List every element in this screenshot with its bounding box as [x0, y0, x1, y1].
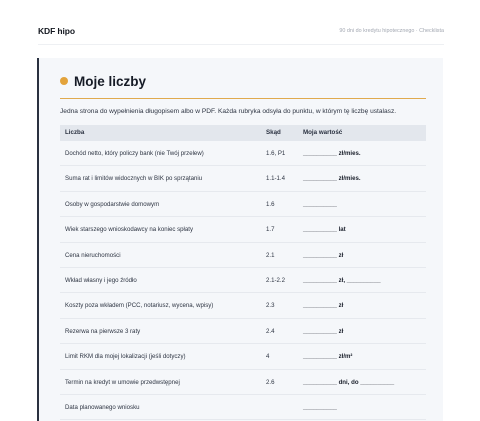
table-header: [60, 125, 426, 141]
row-label: Wiek starszego wnioskodawcy na koniec spłaty: [65, 226, 194, 234]
row-source: 2.3: [266, 302, 275, 310]
table-row: [60, 192, 426, 217]
row-label: Rezerwa na pierwsze 3 raty: [65, 327, 141, 335]
column-header-label: Liczba: [65, 129, 85, 136]
row-source: 2.4: [266, 327, 275, 335]
row-value-field[interactable]: __________ zł/m²: [303, 353, 353, 361]
bullet-dot-icon: [60, 77, 68, 85]
table-row: [60, 243, 426, 268]
row-source: 2.6: [266, 378, 275, 386]
header-divider: [38, 44, 444, 45]
row-label: Data planowanego wniosku: [65, 403, 140, 411]
table-row: [60, 217, 426, 242]
row-value-field[interactable]: __________: [303, 200, 337, 208]
row-source: 2.1-2.2: [266, 276, 285, 284]
row-label: Dochód netto, który policzy bank (nie Twój przelew): [65, 150, 204, 157]
page-header: [38, 26, 444, 44]
row-label: Koszty poza wkładem (PCC, notariusz, wycena, wpisy): [65, 302, 214, 310]
row-value-field[interactable]: __________ zł: [303, 251, 344, 259]
row-source: 1.6: [266, 200, 275, 208]
numbers-card: [37, 58, 443, 421]
row-value-field[interactable]: __________ lat: [303, 226, 346, 234]
row-value-field[interactable]: __________ dni, do __________: [303, 378, 395, 386]
table-body: [60, 141, 426, 420]
breadcrumb: 90 dni do kredytu hipotecznego · Checklista: [339, 28, 444, 34]
section-title: Moje liczby: [74, 73, 147, 89]
row-value-field[interactable]: __________ zł: [303, 302, 344, 310]
row-label: Wkład własny i jego źródło: [65, 276, 137, 284]
row-source: 1.7: [266, 226, 275, 234]
row-value-field[interactable]: __________ zł/mies.: [303, 150, 361, 157]
title-underline: [60, 98, 426, 99]
table-row: [60, 268, 426, 293]
row-label: Osoby w gospodarstwie domowym: [65, 200, 160, 208]
row-label: Limit RKM dla mojej lokalizacji (jeśli dotyczy): [65, 353, 186, 361]
row-source: 1.6, P1: [266, 150, 286, 157]
table-row: [60, 166, 426, 191]
numbers-table: [60, 125, 426, 420]
column-header-value: Moja wartość: [303, 129, 343, 136]
table-row: [60, 293, 426, 318]
table-row: [60, 344, 426, 369]
brand-logo: KDF hipo: [38, 26, 75, 36]
section-heading: [60, 72, 146, 90]
section-lead: Jedna strona do wypełnienia długopisem albo w PDF. Każda rubryka odsyła do punktu, w którym tę liczbę ustalasz.: [60, 108, 397, 115]
column-header-source: Skąd: [266, 129, 281, 136]
row-label: Suma rat i limitów widocznych w BIK po sprzątaniu: [65, 175, 203, 183]
table-row: [60, 370, 426, 395]
row-value-field[interactable]: __________ zł/mies.: [303, 175, 361, 183]
row-label: Cena nieruchomości: [65, 251, 121, 259]
table-row: [60, 395, 426, 420]
row-label: Termin na kredyt w umowie przedwstępnej: [65, 378, 180, 386]
row-value-field[interactable]: __________ zł: [303, 327, 344, 335]
table-row: [60, 319, 426, 344]
row-value-field[interactable]: __________: [303, 403, 337, 411]
table-row: [60, 141, 426, 166]
row-source: 4: [266, 353, 270, 361]
row-source: 2.1: [266, 251, 275, 259]
row-source: 1.1-1.4: [266, 175, 285, 183]
row-value-field[interactable]: __________ zł, __________: [303, 276, 381, 284]
